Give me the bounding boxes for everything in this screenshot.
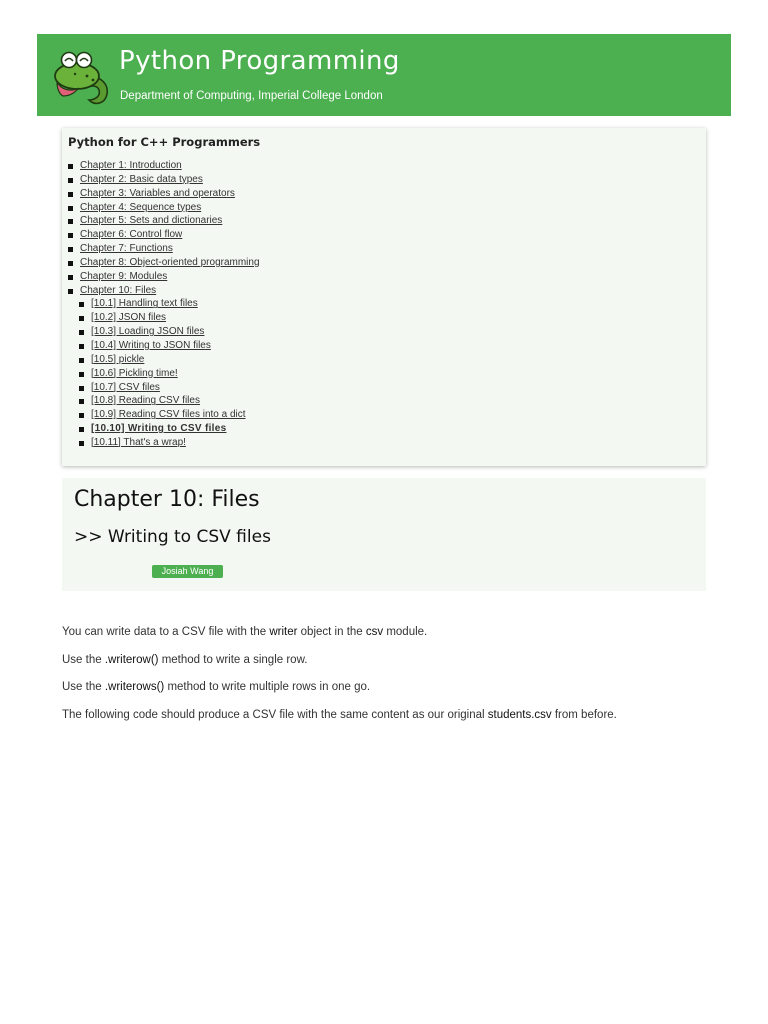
bullet-icon <box>79 302 84 307</box>
bullet-icon <box>79 413 84 418</box>
bullet-icon <box>79 344 84 349</box>
bullet-icon <box>79 441 84 446</box>
inline-code: csv <box>365 626 384 638</box>
toc-link[interactable]: [10.9] Reading CSV files into a dict <box>91 409 246 421</box>
toc-link[interactable]: Chapter 8: Object-oriented programming <box>80 256 260 268</box>
bullet-icon <box>79 358 84 363</box>
bullet-icon <box>68 219 73 224</box>
paragraph-text: from before. <box>551 708 617 721</box>
paragraph-writerows <box>62 679 712 707</box>
toc-link[interactable]: Chapter 2: Basic data types <box>80 173 203 185</box>
paragraph-text: object in the <box>297 626 366 638</box>
paragraph-text: module. <box>383 626 428 638</box>
toc-link[interactable]: Chapter 6: Control flow <box>80 229 183 241</box>
paragraph-text: method to write multiple rows in one go. <box>164 681 371 694</box>
toc-link[interactable]: Chapter 1: Introduction <box>80 160 182 171</box>
bullet-icon <box>68 233 73 238</box>
bullet-icon <box>79 316 84 321</box>
chapter-header <box>62 478 706 591</box>
bullet-icon <box>79 372 84 377</box>
bullet-icon <box>68 192 73 197</box>
paragraph-students-csv <box>62 707 712 735</box>
toc-link[interactable]: [10.3] Loading JSON files <box>91 326 205 338</box>
toc-link[interactable]: [10.10] Writing to CSV files <box>91 423 227 435</box>
toc-link[interactable]: [10.2] JSON files <box>91 312 167 324</box>
toc-link[interactable]: Chapter 5: Sets and dictionaries <box>80 215 223 227</box>
bullet-icon <box>68 247 73 252</box>
author-badge: Josiah Wang <box>152 565 223 578</box>
site-title[interactable]: Python Programming <box>119 46 400 76</box>
bullet-icon <box>79 427 84 432</box>
inline-code: .writerows() <box>104 681 165 694</box>
bullet-icon <box>68 164 73 169</box>
toc-link[interactable]: Chapter 3: Variables and operators <box>80 187 235 199</box>
toc-link[interactable]: Chapter 7: Functions <box>80 243 173 255</box>
paragraph-text: You can write data to a CSV file with the <box>62 626 270 638</box>
bullet-icon <box>79 386 84 391</box>
toc-link[interactable]: Chapter 4: Sequence types <box>80 201 202 213</box>
toc-link[interactable]: [10.1] Handling text files <box>91 298 198 310</box>
site-subtitle: Department of Computing, Imperial College London <box>120 90 383 102</box>
bullet-icon <box>68 206 73 211</box>
bullet-icon <box>68 289 73 294</box>
toc-link[interactable]: [10.8] Reading CSV files <box>91 395 200 407</box>
toc-link[interactable]: Chapter 10: Files <box>80 284 157 296</box>
table-of-contents <box>62 128 706 466</box>
toc-link[interactable]: Chapter 9: Modules <box>80 270 168 282</box>
toc-link[interactable]: [10.6] Pickling time! <box>91 367 178 379</box>
bullet-icon <box>79 399 84 404</box>
toc-link[interactable]: [10.4] Writing to JSON files <box>91 339 211 351</box>
toc-title: Python for C++ Programmers <box>68 135 261 149</box>
python-snake-mascot-icon[interactable] <box>49 46 113 110</box>
inline-code: students.csv <box>487 708 552 721</box>
paragraph-text: The following code should produce a CSV file with the same content as our original <box>62 708 488 721</box>
paragraph-writerow <box>62 652 712 680</box>
toc-link[interactable]: [10.11] That's a wrap! <box>91 436 186 448</box>
main-content <box>62 624 712 734</box>
inline-code: .writerow() <box>104 653 159 666</box>
bullet-icon <box>68 275 73 280</box>
site-header <box>37 34 731 116</box>
toc-link[interactable]: [10.7] CSV files <box>91 381 160 393</box>
bullet-icon <box>68 178 73 183</box>
toc-link[interactable]: [10.5] pickle <box>91 353 145 365</box>
paragraph-writer-intro <box>62 624 712 652</box>
section-title: >> Writing to CSV files <box>74 527 271 547</box>
inline-code: writer <box>269 626 298 638</box>
bullet-icon <box>79 330 84 335</box>
paragraph-text: Use the <box>62 681 105 694</box>
bullet-icon <box>68 261 73 266</box>
paragraph-text: method to write a single row. <box>158 653 308 666</box>
chapter-title: Chapter 10: Files <box>74 487 260 512</box>
paragraph-text: Use the <box>62 653 105 666</box>
